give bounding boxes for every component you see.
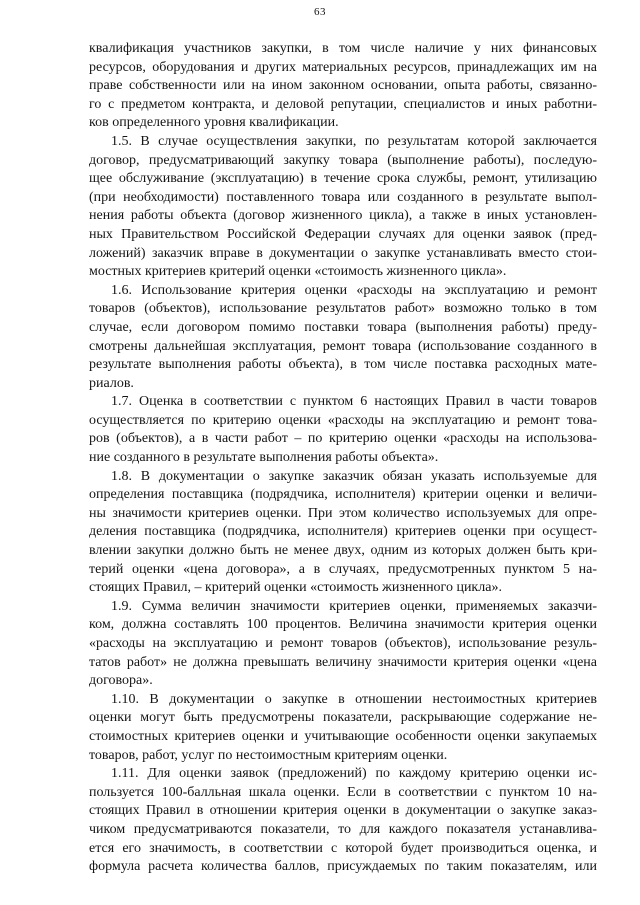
text-line: случае, если договором помимо поставки товара (выполнения работы) преду- xyxy=(89,319,597,335)
text-line: определения поставщика (подрядчика, исполнителя) критерии оценки и величи- xyxy=(89,487,597,503)
text-line: (при необходимости) поставленного товара или созданного в результате выпол- xyxy=(89,189,597,205)
text-line: го с предметом контракта, и деловой репутации, специалистов и иных работни- xyxy=(89,96,597,112)
text-line: риалов. xyxy=(89,375,134,391)
text-line: 1.6. Использование критерия оценки «расходы на эксплуатацию и ремонт xyxy=(111,282,597,298)
text-line: стоящих Правил, – критерий оценки «стоимость жизненного цикла». xyxy=(89,580,502,596)
text-line: товаров, работ, услуг по нестоимостным критериям оценки. xyxy=(89,747,448,763)
text-line: 1.7. Оценка в соответствии с пунктом 6 настоящих Правил в части товаров xyxy=(111,394,597,410)
text-line: договора». xyxy=(89,673,153,689)
document-body xyxy=(89,40,597,877)
text-line: ресурсов, оборудования и других материальных ресурсов, принадлежащих им на xyxy=(89,59,597,75)
text-line: ров (объектов), а в части работ – по критерию оценки «расходы на использова- xyxy=(89,431,597,447)
text-line: ется его значимость, в соответствии с которой будет производиться оценка, и xyxy=(89,840,597,856)
text-line: формула расчета количества баллов, присуждаемых по таким показателям, или xyxy=(89,859,597,875)
text-line: осуществляется по критерию оценки «расходы на эксплуатацию и ремонт това- xyxy=(89,412,597,428)
text-line: договор, предусматривающий закупку товара (выполнение работы), последую- xyxy=(89,152,597,168)
page-number: 63 xyxy=(314,6,326,18)
text-line: ков определенного уровня квалификации. xyxy=(89,115,339,131)
text-line: нения работы объекта (договор жизненного цикла), а также в иных установлен- xyxy=(89,208,597,224)
text-line: чиком предусматриваются показатели, то для каждого показателя устанавлива- xyxy=(89,821,597,837)
text-line: товаров (объектов), использование результатов работ» возможно только в том xyxy=(89,301,597,317)
text-line: стоимостных критериев оценки и учитывающие особенности оценки закупаемых xyxy=(89,728,597,744)
text-line: пользуется 100-балльная шкала оценки. Если в соответствии с пунктом 10 на- xyxy=(89,784,597,800)
text-line: мостных критериев критерий оценки «стоимость жизненного цикла». xyxy=(89,264,507,280)
text-line: результате выполнения работы объекта), в том числе поставка расходных мате- xyxy=(89,357,597,373)
text-line: 1.5. В случае осуществления закупки, по результатам которой заключается xyxy=(111,133,597,149)
text-line: щее обслуживание (эксплуатацию) в течение срока службы, ремонт, утилизацию xyxy=(89,171,597,187)
text-line: стоящих Правил в отношении критерия оценки в документации о закупке заказ- xyxy=(89,803,597,819)
text-line: 1.8. В документации о закупке заказчик обязан указать используемые для xyxy=(111,468,597,484)
text-line: терий оценки «цена договора», а в случаях, предусмотренных пунктом 5 на- xyxy=(89,561,597,577)
text-line: ны значимости критериев оценки. При этом количество используемых для опре- xyxy=(89,505,597,521)
text-line: 1.10. В документации о закупке в отношении нестоимостных критериев xyxy=(111,691,597,707)
text-line: влении закупки должно быть не менее двух, одним из которых должен быть кри- xyxy=(89,543,597,559)
text-line: 1.11. Для оценки заявок (предложений) по каждому критерию оценки ис- xyxy=(111,766,597,782)
text-line: татов работ» не должна превышать величину значимости критерия оценки «цена xyxy=(89,654,597,670)
text-line: оценки могут быть предусмотрены показатели, раскрывающие содержание не- xyxy=(89,710,597,726)
text-line: смотрены дальнейшая эксплуатация, ремонт товара (использование созданного в xyxy=(89,338,597,354)
text-line: ных Правительством Российской Федерации случаях для оценки заявок (пред- xyxy=(89,226,597,242)
text-line: квалификация участников закупки, в том числе наличие у них финансовых xyxy=(89,41,597,56)
text-line: деления поставщика (подрядчика, исполнителя) критериев оценки при осущест- xyxy=(89,524,597,540)
text-line: «расходы на эксплуатацию и ремонт товаров (объектов), использование резуль- xyxy=(89,636,597,651)
text-line: ложений) заказчик вправе в документации о закупке устанавливать вместо стои- xyxy=(89,245,597,261)
text-line: ние созданного в результате выполнения работы объекта». xyxy=(89,450,439,466)
text-line: ком, должна составлять 100 процентов. Величина значимости критерия оценки xyxy=(89,617,597,633)
text-line: 1.9. Сумма величин значимости критериев оценки, применяемых заказчи- xyxy=(111,598,597,614)
text-line: праве собственности или на ином законном основании, опыта работы, связанно- xyxy=(89,78,597,94)
